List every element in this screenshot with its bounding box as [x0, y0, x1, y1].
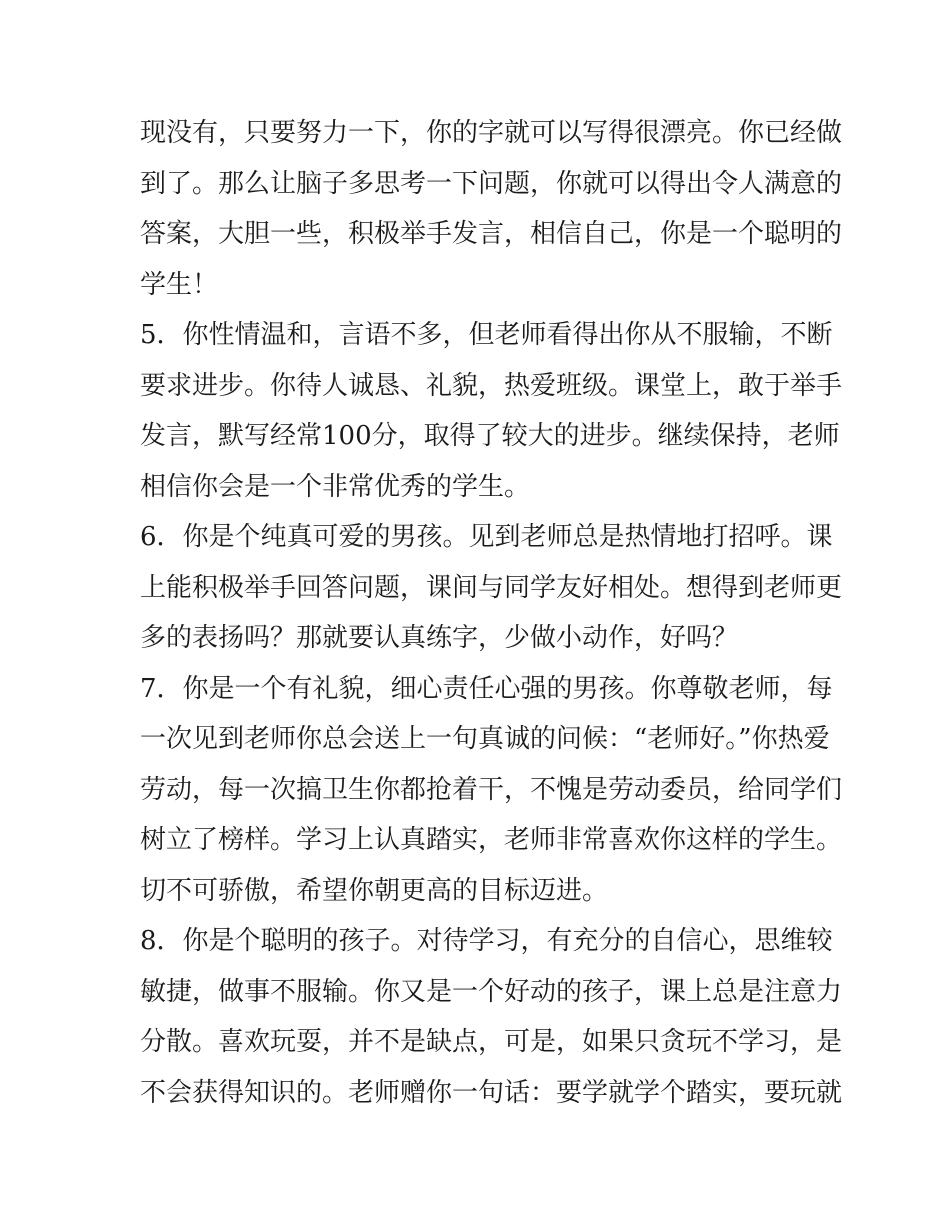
text-line: 答案，大胆一些，积极举手发言，相信自己，你是一个聪明的 — [140, 219, 843, 249]
text-line: 6．你是个纯真可爱的男孩。见到老师总是热情地打招呼。课 — [140, 522, 833, 552]
text-line: 现没有，只要努力一下，你的字就可以写得很漂亮。你已经做 — [140, 118, 843, 148]
document-body — [140, 108, 843, 1118]
text-line: 切不可骄傲，希望你朝更高的目标迈进。 — [140, 875, 609, 906]
text-line: 多的表扬吗？那就要认真练字，少做小动作，好吗？ — [140, 623, 739, 653]
text-line: 7．你是一个有礼貌，细心责任心强的男孩。你尊敬老师，每 — [140, 673, 833, 704]
text-line: 到了。那么让脑子多思考一下问题，你就可以得出令人满意的 — [140, 168, 843, 199]
text-line: 敏捷，做事不服输。你又是一个好动的孩子，课上总是注意力 — [140, 976, 843, 1007]
text-line: 劳动，每一次搞卫生你都抢着干，不愧是劳动委员，给同学们 — [140, 774, 843, 805]
text-line: 学生！ — [140, 269, 219, 300]
text-line: 树立了榜样。学习上认真踏实，老师非常喜欢你这样的学生。 — [140, 825, 843, 855]
text-line: 8．你是个聪明的孩子。对待学习，有充分的自信心，思维较 — [140, 926, 833, 956]
text-line: 不会获得知识的。老师赠你一句话：要学就学个踏实，要玩就 — [140, 1077, 843, 1108]
text-line: 相信你会是一个非常优秀的学生。 — [140, 471, 531, 502]
text-line: 上能积极举手回答问题，课间与同学友好相处。想得到老师更 — [140, 572, 843, 603]
text-line: 一次见到老师你总会送上一句真诚的问候：“老师好。”你热爱 — [140, 724, 830, 754]
text-line: 分散。喜欢玩耍，并不是缺点，可是，如果只贪玩不学习，是 — [140, 1027, 843, 1057]
text-line: 发言，默写经常100分，取得了较大的进步。继续保持，老师 — [140, 421, 840, 451]
text-line: 5．你性情温和，言语不多，但老师看得出你从不服输，不断 — [140, 320, 833, 350]
text-line: 要求进步。你待人诚恳、礼貌，热爱班级。课堂上，敢于举手 — [140, 370, 843, 401]
